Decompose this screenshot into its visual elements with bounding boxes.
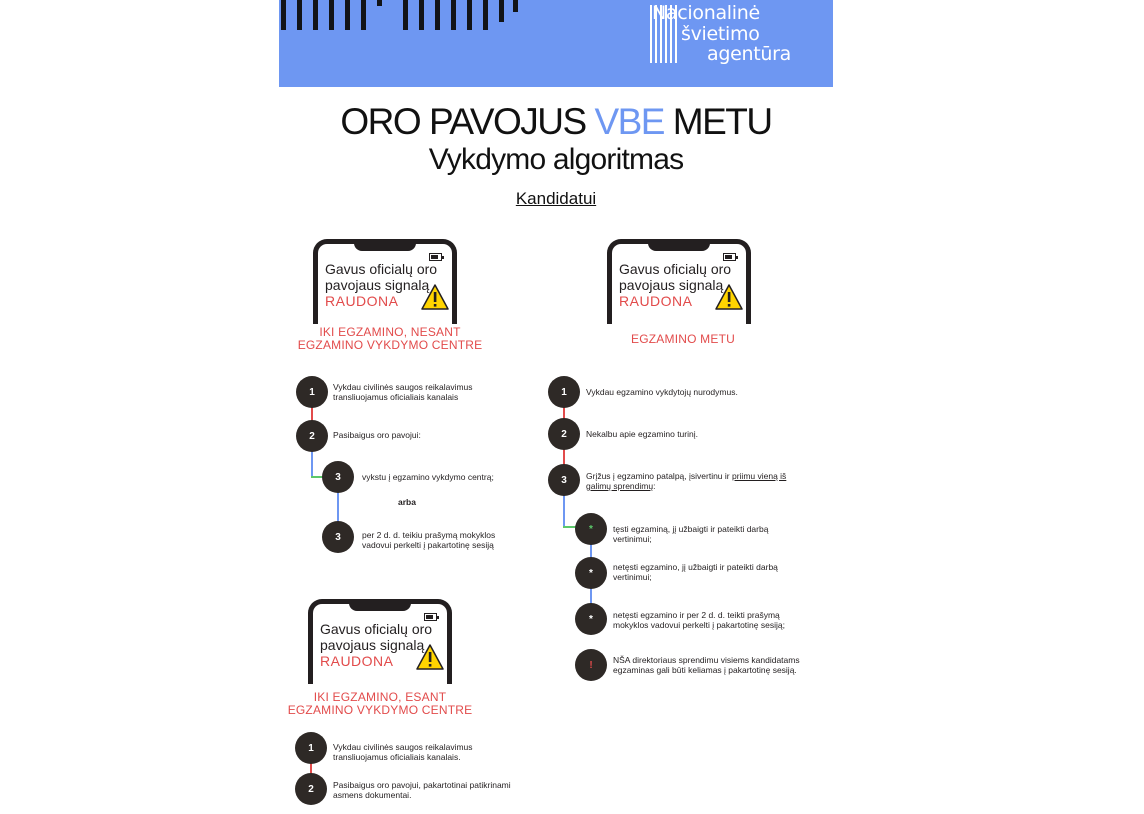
- step-text-before: Grįžus į egzamino patalpą, įsivertinu ir: [586, 471, 732, 481]
- step-text: per 2 d. d. teikiu prašymą mokyklos vadovui perkelti į pakartotinę sesiją: [362, 530, 496, 550]
- title-accent: VBE: [594, 101, 664, 142]
- step-text: Nekalbu apie egzamino turinį.: [586, 429, 698, 439]
- section-title-line-2: EGZAMINO VYKDYMO CENTRE: [287, 703, 473, 717]
- alert-level: RAUDONA: [320, 653, 394, 669]
- step-number: 1: [296, 376, 328, 408]
- logo-line-1: Nacionalinė: [652, 2, 760, 24]
- step-text: Pasibaigus oro pavojui, pakartotinai patikrinami asmens dokumentai.: [333, 780, 511, 800]
- section-title-line-2: EGZAMINO VYKDYMO CENTRE: [297, 338, 483, 352]
- phone-notch: [354, 239, 416, 251]
- logo-line-3: agentūra: [707, 43, 791, 65]
- step-number: 3: [322, 521, 354, 553]
- section-title-during-exam: [583, 333, 783, 346]
- header-banner: [279, 0, 833, 87]
- note-marker: !: [575, 649, 607, 681]
- phone-notch: [648, 239, 710, 251]
- decorative-bars: [279, 0, 519, 34]
- alert-line-2: pavojaus signalą: [325, 277, 430, 293]
- step-text: Pasibaigus oro pavojui:: [333, 430, 421, 440]
- step-text: netęsti egzamino, jį užbaigti ir pateikti darbą vertinimui;: [613, 562, 778, 582]
- alert-level: RAUDONA: [325, 293, 399, 309]
- step-number: 1: [548, 376, 580, 408]
- warning-icon: [715, 284, 743, 310]
- step-text-link: priimu vieną iš galimų sprendimų: [586, 471, 787, 491]
- agency-logo: [651, 3, 831, 65]
- connector-line: [563, 494, 565, 526]
- logo-line-2: švietimo: [681, 22, 760, 45]
- section-title-line-1: IKI EGZAMINO, ESANT: [313, 690, 447, 704]
- battery-icon: [424, 613, 437, 621]
- page-title: [279, 101, 833, 143]
- page-subtitle: Vykdymo algoritmas: [428, 143, 684, 176]
- battery-icon: [429, 253, 442, 261]
- alert-level: RAUDONA: [619, 293, 693, 309]
- phone-alert-card-2: [607, 239, 751, 311]
- step-number: 3: [548, 464, 580, 496]
- connector-line: [311, 450, 313, 478]
- option-marker: *: [575, 513, 607, 545]
- step-number: 3: [322, 461, 354, 493]
- title-part-1: ORO PAVOJUS: [340, 101, 595, 142]
- step-text: netęsti egzamino ir per 2 d. d. teikti prašymą mokyklos vadovui perkelti į pakartotinę sesiją;: [613, 610, 785, 630]
- battery-icon: [723, 253, 736, 261]
- step-text: Vykdau egzamino vykdytojų nurodymus.: [586, 387, 738, 397]
- step-text: vykstu į egzamino vykdymo centrą;: [362, 472, 494, 482]
- step-text-after: :: [653, 481, 656, 491]
- step-text: tęsti egzaminą, jį užbaigti ir pateikti darbą vertinimui;: [613, 524, 769, 544]
- phone-notch: [349, 599, 411, 611]
- title-part-2: METU: [664, 101, 772, 142]
- step-text: [586, 471, 791, 491]
- separator-arba: arba: [398, 497, 416, 507]
- warning-icon: [421, 284, 449, 310]
- alert-line-2: pavojaus signalą: [619, 277, 724, 293]
- alert-line-2: pavojaus signalą: [320, 637, 425, 653]
- section-title-line-1: IKI EGZAMINO, NESANT: [319, 325, 461, 339]
- phone-alert-card-3: [308, 599, 452, 671]
- section-title-before-not-in-center: [290, 326, 490, 352]
- phone-alert-card-1: [313, 239, 457, 311]
- connector-line: [337, 491, 339, 523]
- step-number: 2: [295, 773, 327, 805]
- step-text: NŠA direktoriaus sprendimu visiems kandidatams egzaminas gali būti keliamas į pakartotinę sesiją.: [613, 655, 800, 675]
- section-title-line-1: EGZAMINO METU: [631, 332, 735, 346]
- step-text: Vykdau civilinės saugos reikalavimus transliuojamus oficialiais kanalais: [333, 382, 473, 402]
- alert-line-1: Gavus oficialų oro: [320, 621, 433, 637]
- audience-label: Kandidatui: [515, 189, 597, 208]
- step-number: 2: [296, 420, 328, 452]
- warning-icon: [416, 644, 444, 670]
- section-title-before-in-center: [280, 691, 480, 717]
- step-text: Vykdau civilinės saugos reikalavimus transliuojamus oficialiais kanalais.: [333, 742, 473, 762]
- option-marker: *: [575, 603, 607, 635]
- step-number: 2: [548, 418, 580, 450]
- alert-line-1: Gavus oficialų oro: [325, 261, 438, 277]
- option-marker: *: [575, 557, 607, 589]
- alert-line-1: Gavus oficialų oro: [619, 261, 732, 277]
- step-number: 1: [295, 732, 327, 764]
